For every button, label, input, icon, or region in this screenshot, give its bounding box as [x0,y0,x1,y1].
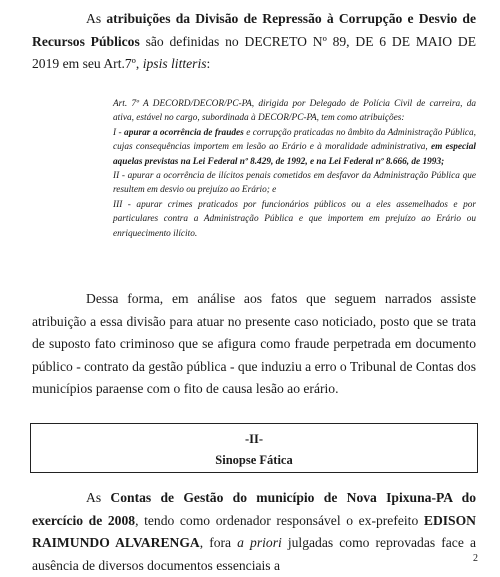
page-number: 2 [473,553,478,564]
quote-art7: Art. 7º A DECORD/DECOR/PC-PA, dirigida por Delegado de Polícia Civil de carreira, da ativa, estável no cargo, subordinada à DECOR/PC-PA, tem como atribuições: [113,99,476,124]
decree-quote [113,97,476,241]
paragraph-attributions: As atribuições da Divisão de Repressão à Corrupção e Desvio de Recursos Públicos são definidas no DECRETO Nº 89, DE 6 DE MAIO DE 2019 em seu Art.7º, ipsis litteris: [32,11,476,71]
paragraph-synopsis: As Contas de Gestão do município de Nova Ipixuna-PA do exercício de 2008, tendo como ordenador responsável o ex-prefeito EDISON RAIMUNDO ALVARENGA, fora a priori julgadas como reprovadas face a ausência de diversos documentos essenciais a [32,490,476,573]
attributions-bold: atribuições da Divisão de Repressão à Corrupção e Desvio de Recursos Públicos [32,11,476,49]
section-heading-box [30,423,478,473]
ipsis-litteris: ipsis litteris [142,56,207,71]
paragraph-analysis: Dessa forma, em análise aos fatos que seguem narrados assiste atribuição a essa divisão para atuar no presente caso noticiado, posto que se trata de suposto fato criminoso que se afigura como fraude perpetrada em documento público - contrato da gestão pública - que induziu a erro o Tribunal de Contas dos municípios paraense com o fito de causa lesão ao erário. [32,291,476,396]
quote-item-i: I - apurar a ocorrência de fraudes e corrupção praticadas no âmbito da Administração Pública, cujas consequências importem em lesão ao Erário e à moralidade administrativa, em especial aquelas previstas na Lei Federal nº 8.429, de 1992, e na Lei Federal nº 8.666, de 1993; [113,127,477,167]
quote-item-iii: III - apurar crimes praticados por funcionários públicos ou a eles assemelhados e por particulares contra a Administração Pública e que importem em prejuízo ao Erário ou enriquecimento ilícito. [113,199,476,239]
section-number: -II- [244,432,264,446]
quote-item-ii: II - apurar a ocorrência de ilícitos penais cometidos em desfavor da Administração Pública que resultem em desvio ou prejuízo ao Erário; e [113,171,476,196]
section-title: Sinopse Fática [215,453,293,467]
